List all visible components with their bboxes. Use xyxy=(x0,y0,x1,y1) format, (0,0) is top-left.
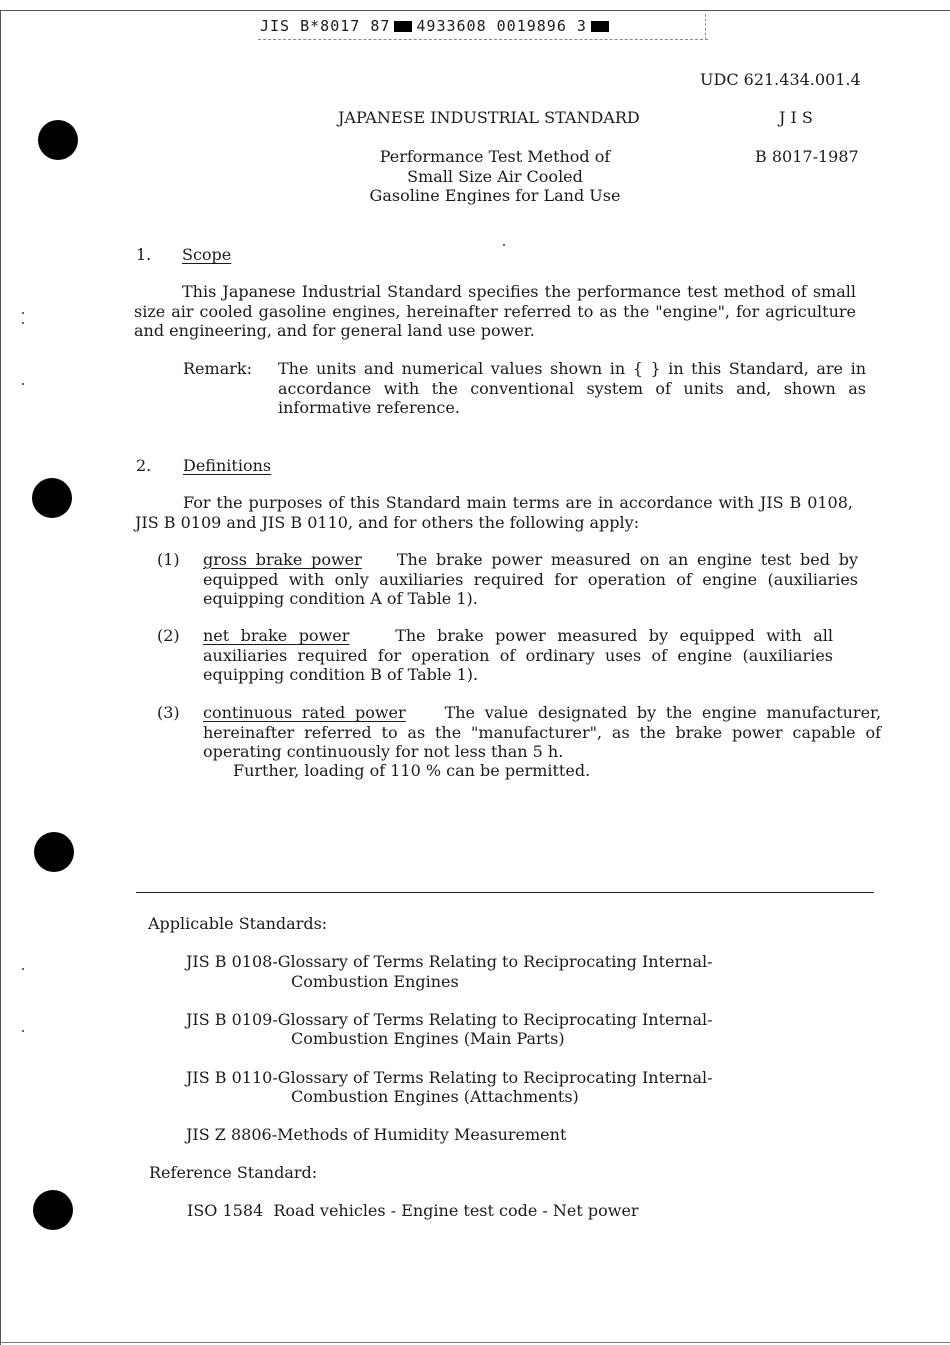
document-code-strip xyxy=(260,15,613,37)
speck xyxy=(22,312,24,314)
speck xyxy=(22,322,24,324)
left-border-line xyxy=(0,10,1,1345)
section-number: 1. xyxy=(136,245,152,264)
definition-item xyxy=(203,703,881,762)
section-number: 2. xyxy=(136,456,152,475)
speck xyxy=(22,968,24,970)
code-block xyxy=(591,21,609,32)
organization-title: JAPANESE INDUSTRIAL STANDARD xyxy=(338,108,640,127)
definitions-paragraph xyxy=(135,493,853,532)
applicable-standard-line: JIS Z 8806-Methods of Humidity Measurement xyxy=(186,1125,567,1144)
applicable-standard-line: Combustion Engines (Attachments) xyxy=(291,1087,579,1106)
document-title xyxy=(300,147,690,206)
scope-text: This Japanese Industrial Standard specifies the performance test method of small size air cooled gasoline engines, hereinafter referred to as the "engine", for agriculture and engineering, and for general land use power. xyxy=(134,282,856,340)
applicable-standard-line: JIS B 0108-Glossary of Terms Relating to Reciprocating Internal- xyxy=(186,952,713,971)
top-border-line xyxy=(0,10,950,11)
code-strip-underline xyxy=(258,39,708,40)
punch-hole xyxy=(38,120,78,160)
definition-term: net brake power xyxy=(203,626,350,645)
udc-number: UDC 621.434.001.4 xyxy=(700,70,861,89)
definition-item xyxy=(203,626,833,685)
speck xyxy=(22,1030,24,1032)
definition-number: (3) xyxy=(157,703,180,722)
punch-hole xyxy=(34,832,74,872)
applicable-standard-line: Combustion Engines xyxy=(291,972,459,991)
code-part-1: JIS B*8017 87 xyxy=(260,17,391,35)
definition-text: The value designated by the engine manufacturer, hereinafter referred to as the "manufacturer", as the brake power capable of operating continuously for not less than 5 h. xyxy=(203,703,882,761)
applicable-standards-heading: Applicable Standards: xyxy=(148,914,328,933)
applicable-standard-line: JIS B 0109-Glossary of Terms Relating to Reciprocating Internal- xyxy=(186,1010,713,1029)
remark-label: Remark: xyxy=(183,359,252,378)
applicable-standard-line: Combustion Engines (Main Parts) xyxy=(291,1029,565,1048)
bottom-border-line xyxy=(0,1342,950,1343)
definition-term: continuous rated power xyxy=(203,703,406,722)
reference-standard-heading: Reference Standard: xyxy=(149,1163,318,1182)
code-part-2: 4933608 0019896 3 xyxy=(416,17,587,35)
standard-number: B 8017-1987 xyxy=(755,147,859,166)
scope-paragraph xyxy=(134,282,856,341)
remark-text: The units and numerical values shown in { } in this Standard, are in accordance with the conventional system of units and, shown as informative reference. xyxy=(278,359,866,417)
section-heading: Scope xyxy=(182,245,232,264)
title-line: Gasoline Engines for Land Use xyxy=(369,186,621,205)
definitions-text: For the purposes of this Standard main terms are in accordance with JIS B 0108, JIS B 0109 and JIS B 0110, and for others the following apply: xyxy=(135,493,853,532)
jis-mark: J I S xyxy=(779,108,813,127)
definition-number: (2) xyxy=(157,626,180,645)
title-line: Performance Test Method of xyxy=(379,147,611,166)
punch-hole xyxy=(33,1190,73,1230)
section-heading: Definitions xyxy=(183,456,272,475)
definition-text: The brake power measured by equipped with all auxiliaries required for operation of ordinary uses of engine (auxiliaries equipping condition B of Table 1). xyxy=(203,626,834,684)
code-block xyxy=(394,21,412,32)
speck xyxy=(22,383,24,385)
applicable-standard-line: JIS B 0110-Glossary of Terms Relating to Reciprocating Internal- xyxy=(186,1068,713,1087)
definition-item xyxy=(203,550,858,609)
title-line: Small Size Air Cooled xyxy=(407,166,583,186)
code-strip-edge xyxy=(705,14,707,40)
speck xyxy=(503,244,505,246)
definition-extra: Further, loading of 110 % can be permitted. xyxy=(233,761,591,780)
reference-standard: ISO 1584 Road vehicles - Engine test code - Net power xyxy=(187,1201,639,1220)
footnote-divider xyxy=(136,892,874,893)
definition-term: gross brake power xyxy=(203,550,362,569)
definition-number: (1) xyxy=(157,550,180,569)
punch-hole xyxy=(32,478,72,518)
definition-text: The brake power measured on an engine test bed by equipped with only auxiliaries required for operation of engine (auxiliaries equipping condition A of Table 1). xyxy=(203,550,859,608)
